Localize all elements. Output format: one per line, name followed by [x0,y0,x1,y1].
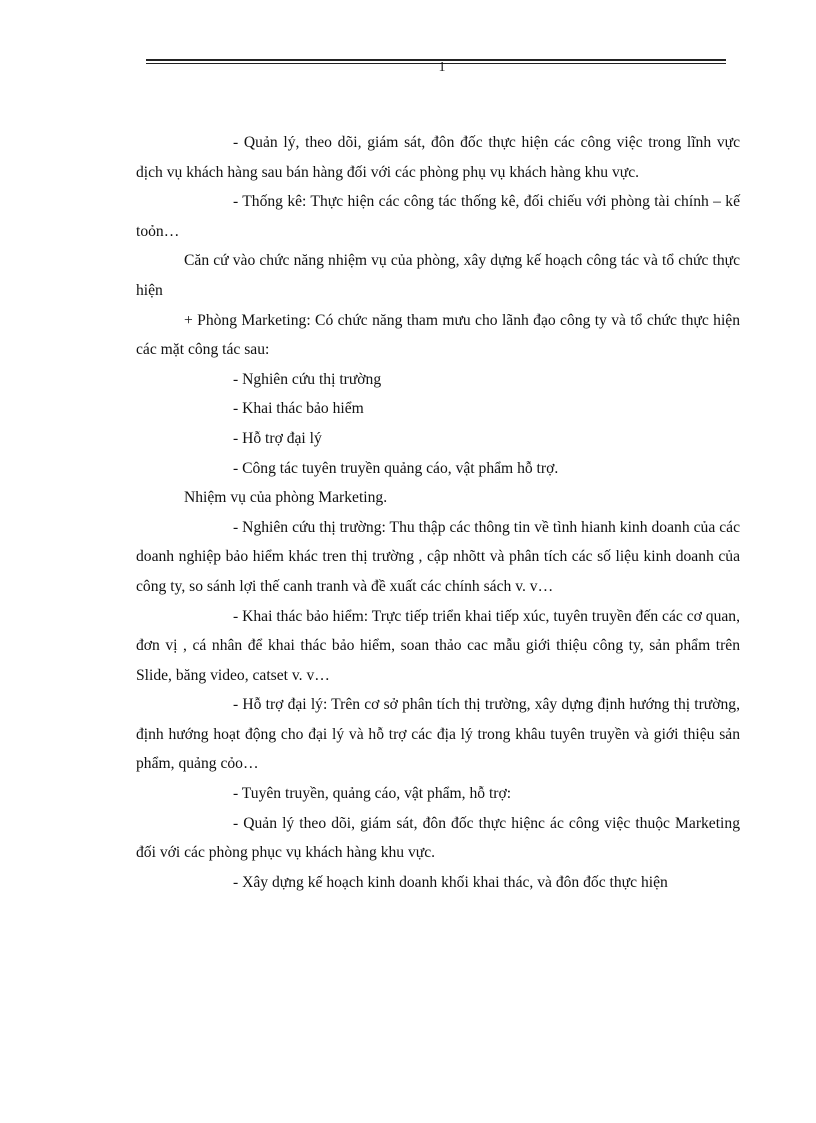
paragraph-business-plan: - Xây dựng kế hoạch kinh doanh khối khai thác, và đôn đốc thực hiện [233,873,668,891]
paragraph-market-research: - Nghiên cứu thị trường: Thu thập các thông tin về tình hianh kinh doanh của các doanh nghiệp bảo hiểm khác tren thị trường , cập nhõtt và phân tích các số liệu kinh doanh của công ty, so sánh lợi thế canh tranh và đề xuất các chính sách v. v… [136,518,740,595]
paragraph-statistics: - Thống kê: Thực hiện các công tác thống kê, đối chiếu với phòng tài chính – kế toỏn… [136,193,740,240]
paragraph-marketing-oversight: - Quản lý theo dõi, giám sát, đôn đốc thực hiệnc ác công việc thuộc Marketing đối với các phòng phục vụ khách hàng khu vực. [136,814,740,862]
list-item: - Công tác tuyên truyền quảng cáo, vật phẩm hỗ trợ. [233,459,559,477]
paragraph-planning-basis: Căn cứ vào chức năng nhiệm vụ của phòng, xây dựng kế hoạch công tác và tổ chức thực hiện [136,252,740,299]
paragraph-insurance-exploitation: - Khai thác bảo hiểm: Trực tiếp triển khai tiếp xúc, tuyên truyền đến các cơ quan, đơn vị , cá nhân để khai thác bảo hiểm, soan thảo cac mẫu giới thiệu công ty, sản phẩm trên Slide, băng video, catset v. v… [136,607,740,684]
paragraph-marketing-department: + Phòng Marketing: Có chức năng tham mưu cho lãnh đạo công ty và tổ chức thực hiện các mặt công tác sau: [136,311,740,359]
paragraph-marketing-duties-heading: Nhiệm vụ của phòng Marketing. [184,489,388,507]
list-item: - Hỗ trợ đại lý [233,429,322,447]
paragraph-customer-service-management: - Quản lý, theo dõi, giám sát, đôn đốc thực hiện các công việc trong lĩnh vực dịch vụ khách hàng sau bán hàng đối với các phòng phụ vụ khách hàng khu vực. [136,134,740,181]
list-item: - Khai thác bảo hiểm [233,400,364,418]
paragraph-advertising: - Tuyên truyền, quảng cáo, vật phẩm, hỗ trợ: [233,785,512,803]
marketing-function-list [136,365,740,483]
page-number: 1 [438,60,446,75]
list-item: - Nghiên cứu thị trường [233,370,382,388]
document-body [136,128,740,897]
paragraph-agent-support: - Hỗ trợ đại lý: Trên cơ sở phân tích thị trường, xây dựng định hướng thị trường, định hướng hoạt động cho đại lý và hỗ trợ các địa lý trong khâu tuyên truyền và giới thiệu sản phẩm, quảng cỏo… [136,696,740,773]
